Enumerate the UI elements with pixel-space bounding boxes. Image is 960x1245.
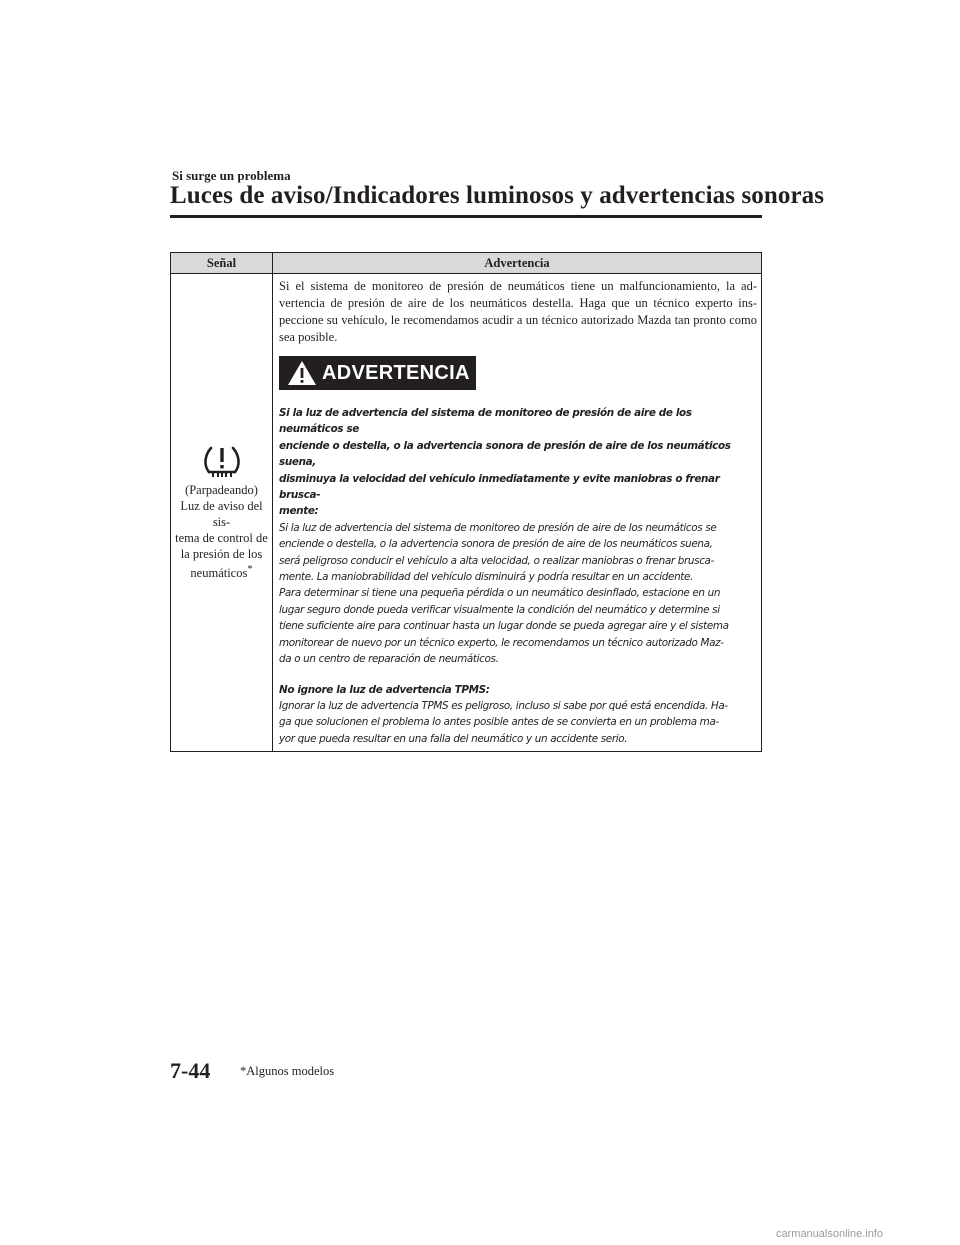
warning-body-line: lugar seguro donde pueda verificar visualmente la condición del neumático y determine si xyxy=(279,603,720,616)
warning-body-line: tiene suficiente aire para continuar hasta un lugar donde se pueda agregar aire y el sistema xyxy=(279,620,729,633)
warning-heading-line: mente: xyxy=(279,505,319,518)
warning-text xyxy=(279,405,757,747)
warning-heading-line: No ignore la luz de advertencia TPMS: xyxy=(279,683,490,696)
intro-line: vertencia de presión de aire de los neumáticos destella. Haga que un técnico experto ins- xyxy=(279,296,757,310)
warning-body-line: Si la luz de advertencia del sistema de monitoreo de presión de aire de los neumáticos se xyxy=(279,521,717,534)
signal-cell xyxy=(171,274,273,752)
asterisk-mark: * xyxy=(247,563,253,575)
column-header-warning: Advertencia xyxy=(273,253,762,274)
warning-banner-label: ADVERTENCIA xyxy=(322,361,470,384)
signal-line: (Parpadeando) xyxy=(185,482,258,497)
warning-cell xyxy=(273,274,762,752)
warning-banner xyxy=(279,356,476,390)
column-header-signal: Señal xyxy=(171,253,273,274)
footnote: *Algunos modelos xyxy=(240,1064,335,1078)
warning-body-line: Ignorar la luz de advertencia TPMS es peligroso, incluso si sabe por qué está encendida. Ha- xyxy=(279,699,728,712)
warning-body-line: enciende o destella, o la advertencia sonora de presión de aire de los neumáticos suena, xyxy=(279,538,713,551)
warning-body-line: yor que pueda resultar en una falla del neumático y un accidente serio. xyxy=(279,732,628,745)
intro-line: Si el sistema de monitoreo de presión de neumáticos tiene un malfuncionamiento, la ad- xyxy=(279,279,757,293)
warning-triangle-icon xyxy=(287,360,317,386)
warning-heading-line: enciende o destella, o la advertencia sonora de presión de aire de los neumáticos suena, xyxy=(279,439,731,469)
warning-body-line: Para determinar si tiene una pequeña pérdida o un neumático desinflado, estacione en un xyxy=(279,587,721,600)
signal-line: neumáticos xyxy=(190,566,248,581)
warning-heading-line: Si la luz de advertencia del sistema de monitoreo de presión de aire de los neumáticos se xyxy=(279,407,692,436)
tire-pressure-warning-icon xyxy=(202,444,242,478)
title-rule xyxy=(170,215,762,218)
warning-body-line: da o un centro de reparación de neumáticos. xyxy=(279,653,499,666)
intro-line: como sea posible. xyxy=(279,313,758,344)
warning-body-line: monitorear de nuevo por un técnico experto, le recomendamos un técnico autorizado Maz- xyxy=(279,636,724,649)
signal-line: la presión de los xyxy=(180,546,263,561)
warning-body-line: ga que solucionen el problema lo antes posible antes de se convierta en un problema ma- xyxy=(279,716,719,729)
warning-body-line: será peligroso conducir el vehículo a alta velocidad, o realizar maniobras o frenar brusca- xyxy=(279,554,714,567)
signal-line: Luz de aviso del sis- xyxy=(180,498,263,529)
page-number: 7-44 xyxy=(170,1058,211,1083)
intro-text xyxy=(279,278,757,346)
watermark: carmanualsonline.info xyxy=(776,1228,884,1240)
signal-line: tema de control de xyxy=(175,530,268,545)
section-label: Si surge un problema xyxy=(172,168,291,183)
intro-line: peccione su vehículo, le recomendamos acudir a un técnico autorizado Mazda tan pronto xyxy=(279,313,726,327)
warning-heading-line: disminuya la velocidad del vehículo inmediatamente y evite maniobras o frenar brusca- xyxy=(279,472,720,502)
warning-body-line: mente. La maniobrabilidad del vehículo disminuirá y podría resultar en un accidente. xyxy=(279,571,694,584)
page-title: Luces de aviso/Indicadores luminosos y advertencias sonoras xyxy=(170,182,825,209)
warning-table xyxy=(170,252,762,752)
